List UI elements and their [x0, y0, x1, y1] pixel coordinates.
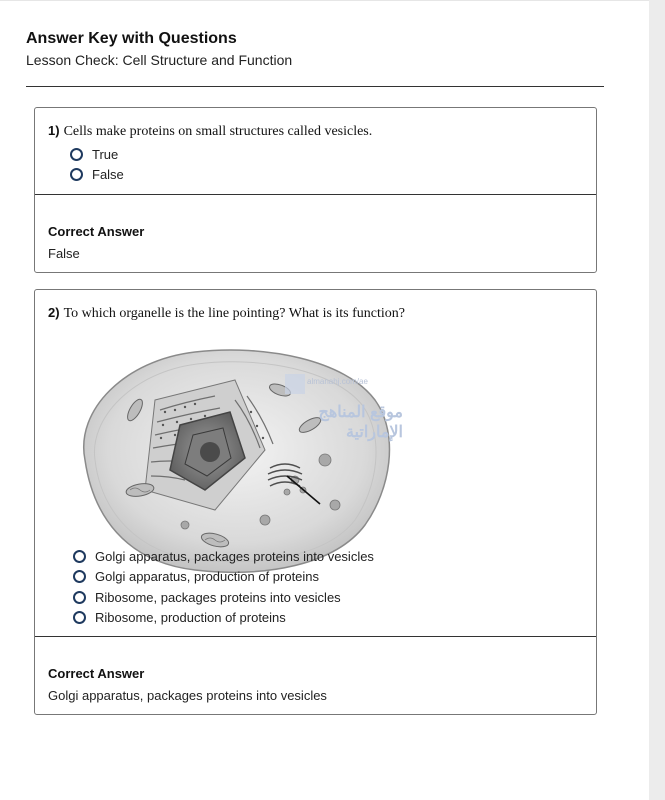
answer-option[interactable]	[73, 569, 319, 584]
question-number: 2)	[48, 305, 60, 320]
page-title: Answer Key with Questions	[26, 30, 237, 47]
question-card-2	[34, 289, 597, 715]
watermark-logo-icon	[285, 374, 305, 394]
radio-icon[interactable]	[73, 570, 86, 583]
answer-divider	[35, 194, 596, 195]
watermark-text: موقع المناهج الإماراتية	[318, 404, 403, 441]
question-text: Cells make proteins on small structures called vesicles.	[63, 124, 373, 139]
radio-icon[interactable]	[70, 168, 83, 181]
correct-answer-value: False	[48, 246, 80, 261]
radio-icon[interactable]	[73, 591, 86, 604]
answer-option[interactable]	[73, 610, 286, 625]
answer-divider	[35, 636, 596, 637]
option-label: Ribosome, production of proteins	[95, 610, 286, 625]
radio-icon[interactable]	[73, 611, 86, 624]
answer-option[interactable]	[73, 590, 341, 605]
question-card-1	[34, 107, 597, 273]
radio-icon[interactable]	[70, 148, 83, 161]
question-heading	[48, 122, 372, 140]
option-label: True	[92, 147, 119, 162]
scrollbar-track[interactable]	[649, 0, 665, 800]
correct-answer-label: Correct Answer	[48, 224, 145, 239]
question-heading	[48, 304, 405, 322]
question-text: To which organelle is the line pointing? What is its function?	[63, 306, 405, 321]
answer-option[interactable]	[73, 549, 374, 564]
option-label: Golgi apparatus, production of proteins	[95, 569, 320, 584]
option-label: Golgi apparatus, packages proteins into vesicles	[95, 549, 374, 564]
radio-icon[interactable]	[73, 550, 86, 563]
answer-option[interactable]	[70, 167, 124, 182]
watermark	[283, 374, 403, 441]
question-number: 1)	[48, 123, 60, 138]
page-subtitle: Lesson Check: Cell Structure and Function	[26, 52, 293, 68]
option-label: False	[92, 167, 124, 182]
header-divider	[26, 86, 604, 87]
option-label: Ribosome, packages proteins into vesicles	[95, 590, 341, 605]
correct-answer-value: Golgi apparatus, packages proteins into vesicles	[48, 688, 327, 703]
answer-option[interactable]	[70, 147, 118, 162]
watermark-url: almanahj.com/ae	[307, 377, 368, 386]
correct-answer-label: Correct Answer	[48, 666, 145, 681]
